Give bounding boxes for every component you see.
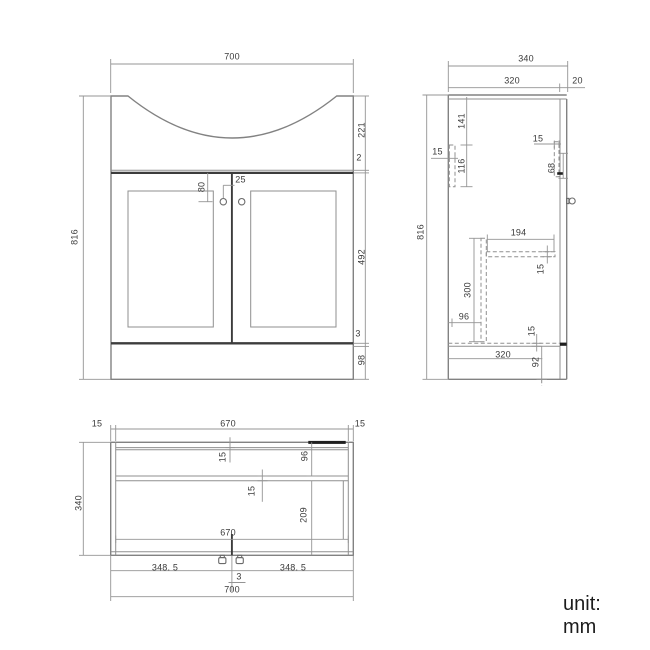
back-batten-hidden (449, 145, 455, 187)
plan-right-knob (236, 555, 243, 563)
dim-support-offset: 96 (458, 311, 470, 321)
front-view (79, 59, 369, 379)
dim-plan-depth: 340 (73, 495, 83, 511)
side-knob-collar (567, 198, 569, 203)
dim-plan-door-left: 348. 5 (151, 562, 179, 572)
dim-front-batten-thickness: 15 (532, 133, 544, 143)
dim-plinth-depth: 320 (495, 349, 511, 359)
dim-plan-rail-thickness: 15 (246, 485, 257, 497)
dim-plan-wall-right: 15 (354, 418, 366, 429)
dim-plan-width: 700 (224, 584, 240, 594)
dim-front-batten-length: 68 (546, 162, 556, 174)
dim-side-depth: 340 (518, 53, 534, 64)
dim-bottom-gap: 3 (355, 328, 361, 339)
dim-back-batten-thickness: 15 (432, 146, 443, 157)
side-view-dimension-lines (423, 61, 586, 386)
dim-handle-offset: 25 (235, 174, 246, 184)
dim-side-height: 816 (415, 224, 425, 240)
dim-plan-door-right: 348. 5 (279, 562, 307, 572)
dim-plan-inner-width-top: 670 (220, 418, 236, 429)
dim-shelf-depth: 194 (510, 227, 527, 237)
plan-back-edge-mark (308, 441, 345, 444)
support-panel-hidden (481, 238, 486, 341)
dim-plinth-height: 98 (356, 354, 367, 366)
dim-support-height: 300 (462, 282, 473, 298)
door-bottom-edge-mark (560, 343, 567, 346)
dim-back-batten-offset: 141 (456, 113, 466, 129)
left-door-knob (220, 199, 226, 205)
dim-plan-front-offset: 209 (298, 507, 309, 523)
dim-door-thickness: 20 (572, 75, 583, 86)
dim-shelf-thickness: 15 (535, 263, 546, 274)
side-door-knob (569, 198, 575, 204)
unit-note: unit: mm (563, 593, 601, 638)
shelf-hidden (486, 252, 555, 257)
dim-plan-wall-left: 15 (91, 418, 103, 429)
dim-door-height: 492 (356, 249, 367, 265)
hinge-plate-mark (557, 172, 563, 175)
dim-plan-back-rail-offset: 96 (299, 450, 309, 461)
right-door-panel (251, 191, 336, 327)
side-view (423, 61, 586, 386)
plan-left-knob (219, 555, 226, 563)
dim-plinth-height-side: 92 (530, 356, 540, 368)
plan-view-dimension-lines (79, 425, 353, 601)
dim-handle-drop: 80 (196, 181, 207, 192)
dim-top-gap: 2 (356, 152, 362, 162)
dim-front-width: 700 (224, 51, 240, 62)
dim-front-height: 816 (69, 229, 80, 245)
dim-back-batten-length: 116 (456, 158, 466, 174)
dim-plan-inner-width: 670 (220, 527, 236, 537)
right-door-knob (239, 199, 245, 205)
dim-carcass-depth: 320 (504, 75, 520, 86)
dim-bottom-panel-thickness: 15 (526, 325, 536, 337)
plan-view (79, 425, 353, 601)
left-door-panel (128, 191, 213, 327)
dim-basin-height: 221 (356, 122, 367, 138)
dim-plan-door-gap: 3 (236, 571, 242, 582)
dim-plan-back-panel: 15 (217, 451, 227, 463)
front-view-dimension-lines (79, 59, 369, 379)
